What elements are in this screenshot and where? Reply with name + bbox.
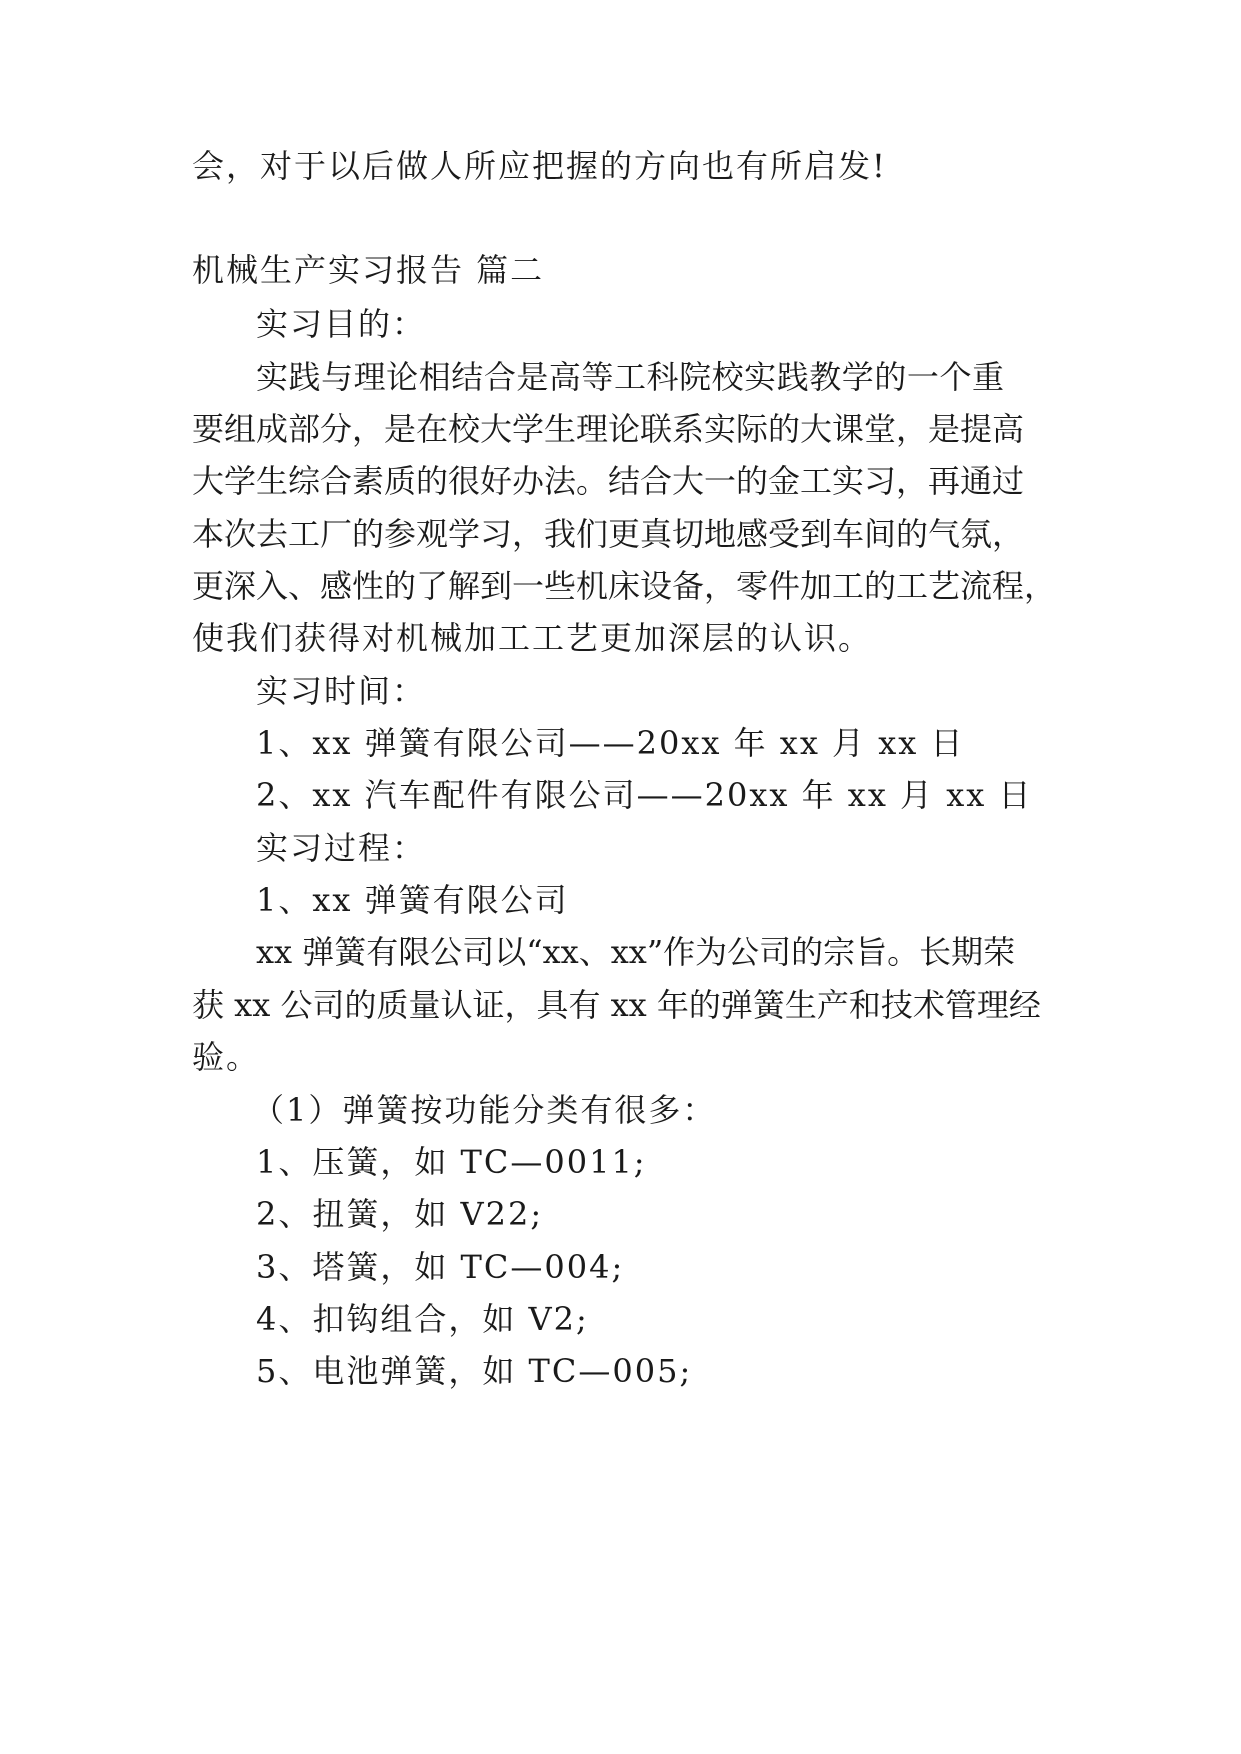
- paragraph-line: 验。: [192, 1038, 261, 1076]
- paragraph-line: 会，对于以后做人所应把握的方向也有所启发!: [192, 147, 887, 185]
- document-page: [192, 0, 1057, 1754]
- paragraph-line: 更深入、感性的了解到一些机床设备，零件加工的工艺流程，: [192, 567, 1057, 605]
- list-item: 5、电池弹簧，如 TC—005;: [256, 1352, 693, 1390]
- paragraph-line: 本次去工厂的参观学习，我们更真切地感受到车间的气氛，: [192, 515, 1025, 553]
- paragraph-line: 获 xx 公司的质量认证，具有 xx 年的弹簧生产和技术管理经: [192, 986, 1041, 1024]
- subheading-purpose: 实习目的：: [256, 305, 427, 343]
- paragraph-line: 实践与理论相结合是高等工科院校实践教学的一个重: [256, 358, 1004, 396]
- list-item: 1、xx 弹簧有限公司: [256, 881, 569, 919]
- subheading-time: 实习时间：: [256, 672, 427, 710]
- subheading-process: 实习过程：: [256, 829, 427, 867]
- list-item: 4、扣钩组合，如 V2;: [256, 1300, 589, 1338]
- paragraph-line: 要组成部分，是在校大学生理论联系实际的大课堂，是提高: [192, 410, 1025, 448]
- paragraph-line: 使我们获得对机械加工工艺更加深层的认识。: [192, 619, 873, 657]
- list-heading: （1）弹簧按功能分类有很多：: [252, 1091, 717, 1129]
- list-item: 2、扭簧，如 V22;: [256, 1195, 544, 1233]
- list-item: 1、压簧，如 TC—0011;: [256, 1143, 647, 1181]
- list-item: 3、塔簧，如 TC—004;: [256, 1248, 625, 1286]
- section-heading: 机械生产实习报告 篇二: [192, 251, 545, 289]
- paragraph-line: xx 弹簧有限公司以“xx、xx”作为公司的宗旨。长期荣: [256, 933, 1016, 971]
- paragraph-line: 大学生综合素质的很好办法。结合大一的金工实习，再通过: [192, 462, 1025, 500]
- list-item: 1、xx 弹簧有限公司——20xx 年 xx 月 xx 日: [256, 724, 965, 762]
- list-item: 2、xx 汽车配件有限公司——20xx 年 xx 月 xx 日: [256, 776, 1033, 814]
